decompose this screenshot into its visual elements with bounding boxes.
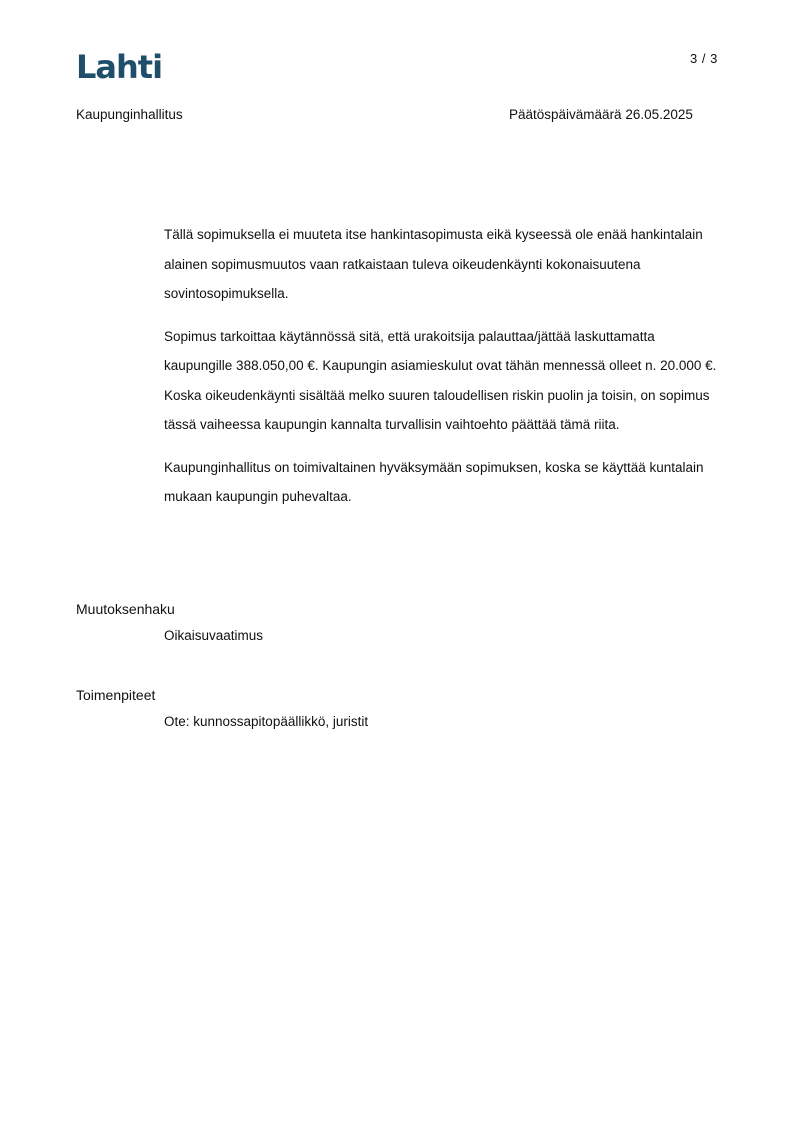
svg-text:Lahti: Lahti xyxy=(76,48,163,82)
body-paragraph: Sopimus tarkoittaa käytännössä sitä, että urakoitsija palauttaa/jättää laskuttamatta kaupungille 388.050,00 €. Kaupungin asiamieskulut ovat tähän mennessä olleet n. 20.000 €. Koska oikeudenkäynti sisältää melko suuren taloudellisen riskin puolin ja toisin, on sopimus tässä vaiheessa kaupungin kannalta turvallisin vaihtoehto päättää tämä riita. xyxy=(164,328,717,432)
lahti-logo xyxy=(76,48,168,82)
section-value-toimenpiteet: Ote: kunnossapitopäällikkö, juristit xyxy=(164,714,369,729)
body-text xyxy=(164,220,724,525)
body-paragraph: Tällä sopimuksella ei muuteta itse hankintasopimusta eikä kyseessä ole enää hankintalain alainen sopimusmuutos vaan ratkaistaan tuleva oikeudenkäynti kokonaisuutena sovintosopimuksella. xyxy=(164,227,703,301)
section-heading-toimenpiteet: Toimenpiteet xyxy=(76,687,156,703)
org-name: Kaupunginhallitus xyxy=(76,107,183,122)
page-number: 3 / 3 xyxy=(690,51,718,66)
body-paragraph: Kaupunginhallitus on toimivaltainen hyväksymään sopimuksen, koska se käyttää kuntalain mukaan kaupungin puhevaltaa. xyxy=(164,459,704,504)
decision-date: Päätöspäivämäärä 26.05.2025 xyxy=(509,107,693,122)
section-value-muutoksenhaku: Oikaisuvaatimus xyxy=(164,628,264,643)
section-heading-muutoksenhaku: Muutoksenhaku xyxy=(76,601,175,617)
